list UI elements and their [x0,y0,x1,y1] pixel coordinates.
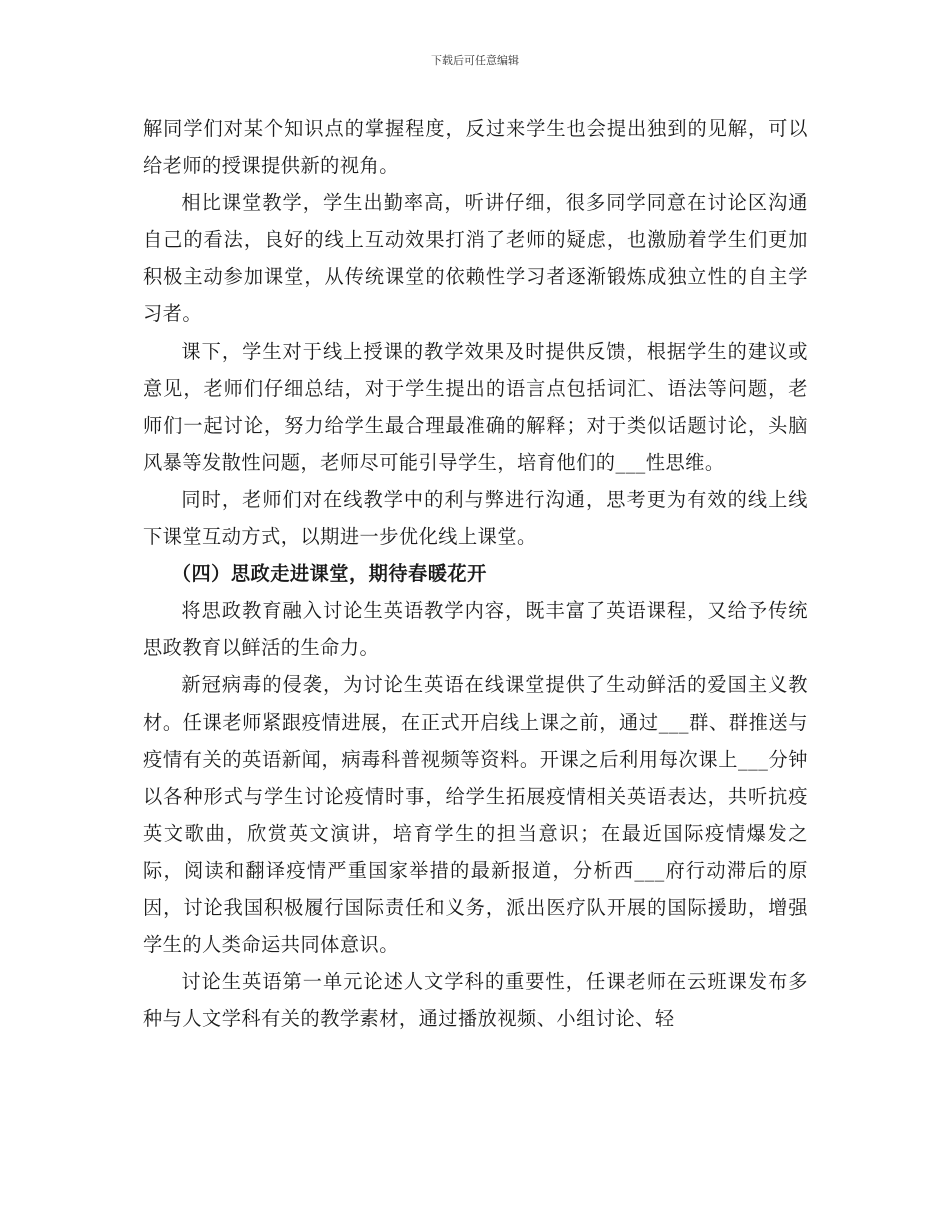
paragraph-ideology-integration: 将思政教育融入讨论生英语教学内容，既丰富了英语课程，又给予传统思政教育以鲜活的生命力。 [143,599,808,660]
document-body [143,110,808,1037]
page-header: 下载后可任意编辑 [431,54,519,67]
paragraph-humanities-unit: 讨论生英语第一单元论述人文学科的重要性，任课老师在云班课发布多种与人文学科有关的教学素材，通过播放视频、小组讨论、轻 [143,970,808,1031]
section-heading: （四）思政走进课堂，期待春暖花开 [171,562,487,586]
paragraph-continuation: 解同学们对某个知识点的掌握程度，反过来学生也会提出独到的见解，可以给老师的授课提供新的视角。 [143,117,808,178]
paragraph-epidemic-materials: 新冠病毒的侵袭，为讨论生英语在线课堂提供了生动鲜活的爱国主义教材。任课老师紧跟疫情进展，在正式开启线上课之前，通过___群、群推送与疫情有关的英语新闻，病毒科普视频等资料。开课之后利用每次课上___分钟以各种形式与学生讨论疫情时事，给学生拓展疫情相关英语表达，共听抗疫英文歌曲，欣赏英文演讲，培育学生的担当意识；在最近国际疫情爆发之际，阅读和翻译疫情严重国家举措的最新报道，分析西___府行动滞后的原因，讨论我国积极履行国际责任和义务，派出医疗队开展的国际援助，增强学生的人类命运共同体意识。 [143,673,808,957]
paragraph-classroom-comparison: 相比课堂教学，学生出勤率高，听讲仔细，很多同学同意在讨论区沟通自己的看法，良好的线上互动效果打消了老师的疑虑，也激励着学生们更加积极主动参加课堂，从传统课堂的依赖性学习者逐渐锻炼成独立性的自主学习者。 [143,191,808,326]
paragraph-feedback: 课下，学生对于线上授课的教学效果及时提供反馈，根据学生的建议或意见，老师们仔细总结，对于学生提出的语言点包括词汇、语法等问题，老师们一起讨论，努力给学生最合理最准确的解释；对于类似话题讨论，头脑风暴等发散性问题，老师尽可能引导学生，培育他们的___性思维。 [143,339,808,474]
paragraph-teacher-communication: 同时，老师们对在线教学中的利与弊进行沟通，思考更为有效的线上线下课堂互动方式，以期进一步优化线上课堂。 [143,487,808,549]
